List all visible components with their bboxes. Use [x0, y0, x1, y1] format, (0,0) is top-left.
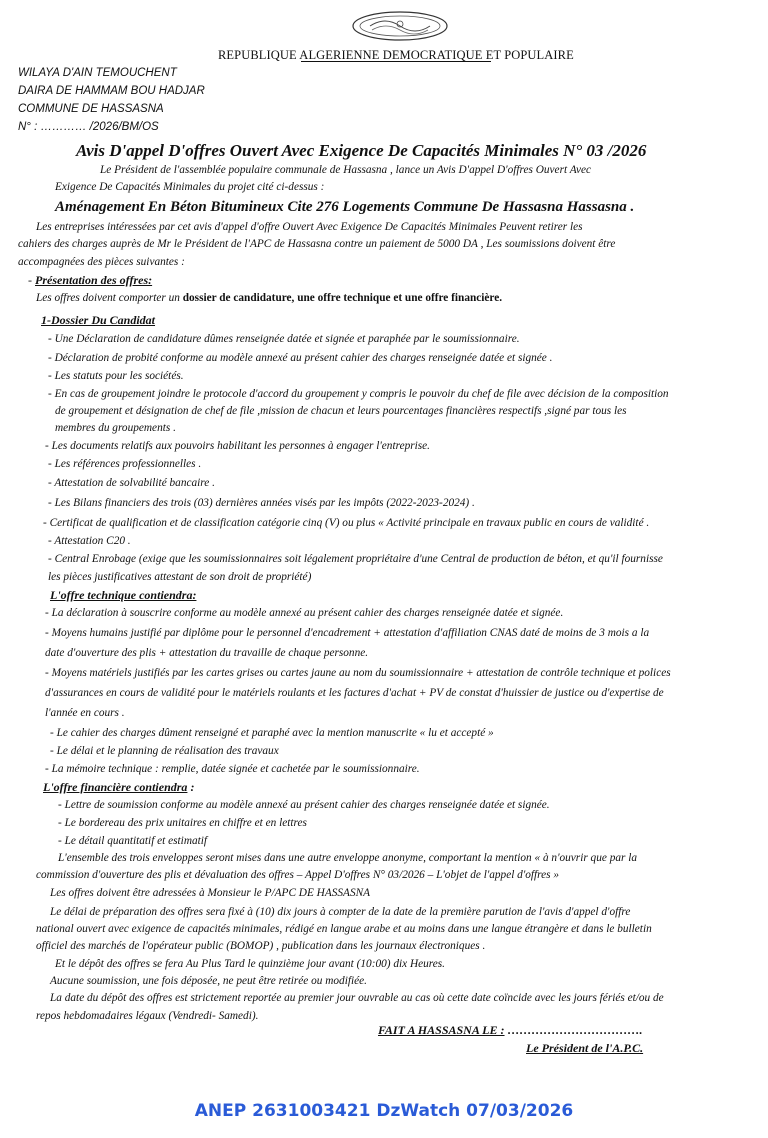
presentation-text-pre: Les offres doivent comporter un: [36, 292, 183, 304]
financiere-item: - Le détail quantitatif et estimatif: [58, 835, 208, 847]
presentation-dash: -: [28, 273, 35, 287]
presentation-text: [36, 292, 502, 304]
closing-line: repos hebdomadaires légaux (Vendredi- Samedi).: [36, 1010, 259, 1022]
signature-president: Le Président de l'A.P.C.: [526, 1041, 644, 1055]
enterprises-line: cahiers des charges auprès de Mr le Président de l'APC de Hassasna contre un paiement de 5000 DA , Les soumissions doivent être: [18, 238, 616, 250]
financiere-heading: [43, 780, 194, 795]
technique-heading: L'offre technique contiendra:: [50, 588, 197, 602]
dossier-item: - En cas de groupement joindre le protocole d'accord du groupement y compris le pouvoir du chef de file avec décision de la composition: [48, 388, 669, 400]
financiere-heading-suffix: :: [187, 780, 195, 794]
notice-title: Avis D'appel D'offres Ouvert Avec Exigence De Capacités Minimales N° 03 /2026: [76, 141, 647, 160]
technique-item: date d'ouverture des plis + attestation du travaille de chaque personne.: [45, 647, 369, 659]
daira-label: DAIRA DE HAMMAM BOU HADJAR: [18, 85, 205, 97]
technique-item: - Moyens humains justifié par diplôme pour le personnel d'encadrement + attestation d'affiliation CNAS daté de moins de 3 mois a la: [45, 627, 650, 639]
technique-item: - La mémoire technique : remplie, datée signée et cachetée par le soumissionnaire.: [45, 763, 420, 775]
signature-place-date: [378, 1023, 643, 1038]
enterprises-line: accompagnées des pièces suivantes :: [18, 256, 185, 268]
reference-number: N° : ………… /2026/BM/OS: [18, 121, 159, 133]
dossier-item: membres du groupements .: [55, 422, 176, 434]
dossier-item: - Les statuts pour les sociétés.: [48, 370, 184, 382]
republic-title: REPUBLIQUE ALGERIENNE DEMOCRATIQUE ET POPULAIRE: [218, 48, 574, 62]
dossier-heading: 1-Dossier Du Candidat: [41, 313, 156, 327]
commune-label: COMMUNE DE HASSASNA: [18, 103, 164, 115]
presentation-heading: [28, 273, 152, 288]
closing-line: officiel des marchés de l'opérateur public (BOMOP) , publication dans les journaux électroniques .: [36, 940, 486, 952]
dossier-item: - Central Enrobage (exige que les soumissionnaires soit légalement propriétaire d'une Central de production de béton, et qu'il fournisse: [48, 553, 663, 565]
dossier-item: - Les Bilans financiers des trois (03) dernières années visés par les impôts (2022-2023-2024) .: [48, 497, 475, 509]
intro-line: Exigence De Capacités Minimales du projet cité ci-dessus :: [55, 181, 325, 193]
dossier-item: - Certificat de qualification et de classification catégorie cinq (V) ou plus « Activité principale en travaux public en cours de validité .: [43, 517, 650, 529]
dossier-item: - Attestation de solvabilité bancaire .: [48, 477, 215, 489]
closing-line: Les offres doivent être adressées à Monsieur le P/APC DE HASSASNA: [50, 887, 371, 899]
wilaya-label: WILAYA D'AIN TEMOUCHENT: [18, 67, 177, 79]
enterprises-line: Les entreprises intéressées par cet avis d'appel d'offre Ouvert Avec Exigence De Capacités Minimales Peuvent retirer les: [36, 221, 583, 233]
technique-item: - Moyens matériels justifiés par les cartes grises ou cartes jaune au nom du soumissionnaire + attestation de contrôle technique et polices: [45, 667, 671, 679]
signature-dots: …………………………….: [504, 1023, 643, 1037]
financiere-item: - Lettre de soumission conforme au modèle annexé au présent cahier des charges renseignée datée et signée.: [58, 799, 550, 811]
dossier-item: les pièces justificatives attestant de son droit de propriété): [48, 571, 312, 583]
republic-underline: [301, 61, 491, 62]
presentation-text-bold: dossier de candidature, une offre technique et une offre financière.: [182, 292, 503, 304]
closing-line: commission d'ouverture des plis et dévaluation des offres – Appel D'offres N° 03/2026 – L'objet de l'appel d'offres »: [36, 869, 560, 881]
presentation-heading-text: Présentation des offres:: [35, 273, 153, 287]
technique-item: d'assurances en cours de validité pour le matériels roulants et les factures d'achat + PV de constat d'huissier de justice ou d'expertise de: [45, 687, 664, 699]
technique-item: l'année en cours .: [45, 707, 125, 719]
closing-line: Le délai de préparation des offres sera fixé à (10) dix jours à compter de la date de la première parution de l'avis d'appel d'offre: [50, 906, 631, 918]
dossier-item: - Déclaration de probité conforme au modèle annexé au présent cahier des charges renseignée datée et signée .: [48, 352, 553, 364]
dossier-item: - Les références professionnelles .: [48, 458, 202, 470]
signature-fait: FAIT A HASSASNA LE :: [378, 1023, 505, 1037]
dossier-item: de groupement et désignation de chef de file ,mission de chacun et leurs pourcentages financières respectifs ,signé par tous les: [55, 405, 627, 417]
technique-item: - Le délai et le planning de réalisation des travaux: [50, 745, 279, 757]
financiere-heading-text: L'offre financière contiendra: [43, 780, 188, 794]
dossier-item: - Les documents relatifs aux pouvoirs habilitant les personnes à engager l'entreprise.: [45, 440, 431, 452]
closing-line: Aucune soumission, une fois déposée, ne peut être retirée ou modifiée.: [50, 975, 367, 987]
closing-line: Et le dépôt des offres se fera Au Plus Tard le quinzième jour avant (10:00) dix Heures.: [55, 958, 446, 970]
project-name: Aménagement En Béton Bitumineux Cite 276 Logements Commune De Hassasna Hassasna .: [55, 199, 635, 215]
closing-line: La date du dépôt des offres est strictement reportée au premier jour ouvrable au cas où cette date coïncide avec les jours fériés et/ou de: [50, 992, 664, 1004]
republic-seal-icon: [350, 10, 450, 42]
closing-line: national ouvert avec exigence de capacités minimales, rédigé en langue arabe et au moins dans une langue étrangère et dans le bulletin: [36, 923, 652, 935]
technique-item: - Le cahier des charges dûment renseigné et paraphé avec la mention manuscrite « lu et accepté »: [50, 727, 494, 739]
technique-item: - La déclaration à souscrire conforme au modèle annexé au présent cahier des charges renseignée datée et signée.: [45, 607, 564, 619]
closing-line: L'ensemble des trois enveloppes seront mises dans une autre enveloppe anonyme, comportant la mention « à n'ouvrir que par la: [58, 852, 637, 864]
footer-anep: ANEP 2631003421 DzWatch 07/03/2026: [194, 1101, 574, 1121]
financiere-item: - Le bordereau des prix unitaires en chiffre et en lettres: [58, 817, 307, 829]
dossier-item: - Attestation C20 .: [48, 535, 131, 547]
intro-line: Le Président de l'assemblée populaire communale de Hassasna , lance un Avis D'appel D'offres Ouvert Avec: [100, 164, 592, 176]
dossier-item: - Une Déclaration de candidature dûmes renseignée datée et signée et paraphée par le soumissionnaire.: [48, 333, 520, 345]
